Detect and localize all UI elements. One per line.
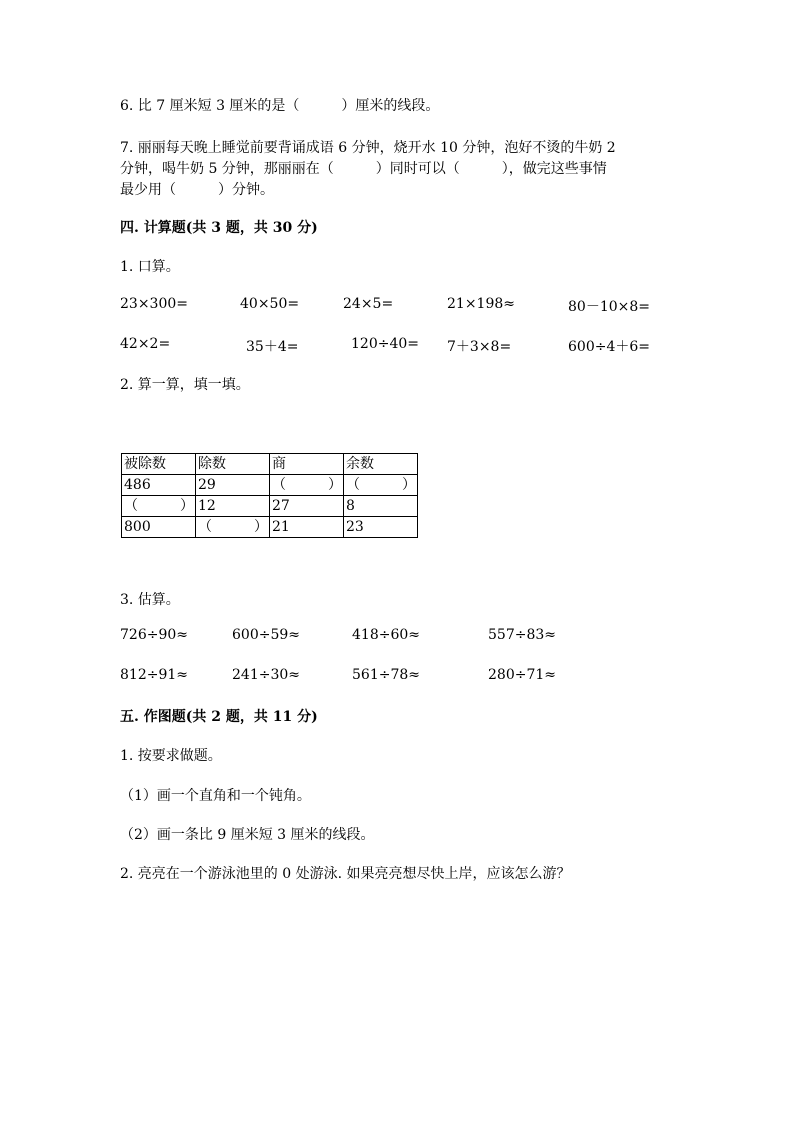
- table-header-cell: 被除数: [122, 454, 196, 475]
- section-4-title: 四. 计算题(共 3 题，共 30 分): [120, 220, 318, 236]
- estimate-row-1: [0, 627, 794, 647]
- table-cell: （ ）: [196, 517, 270, 538]
- question-7-line-2: 分钟，喝牛奶 5 分钟，那丽丽在（ ）同时可以（ ），做完这些事情: [120, 161, 607, 177]
- table-cell: （ ）: [122, 496, 196, 517]
- table-cell: （ ）: [270, 475, 344, 496]
- estimate-item: 241÷30≈: [232, 667, 300, 683]
- oral-calc-item: 42×2=: [120, 336, 171, 352]
- estimate-item: 600÷59≈: [232, 627, 300, 643]
- oral-calc-item: 40×50=: [240, 296, 300, 312]
- oral-calc-item: 35＋4=: [246, 339, 299, 355]
- table-cell: （ ）: [344, 475, 418, 496]
- table-cell: 800: [122, 517, 196, 538]
- draw-2-question: 2. 亮亮在一个游泳池里的 0 处游泳. 如果亮亮想尽快上岸，应该怎么游？: [120, 866, 571, 882]
- table-cell: 29: [196, 475, 270, 496]
- question-7-line-1: 7. 丽丽每天晚上睡觉前要背诵成语 6 分钟，烧开水 10 分钟，泡好不烫的牛奶 2: [120, 140, 616, 156]
- oral-calc-row-2: [0, 336, 794, 356]
- oral-calc-item: 80－10×8=: [568, 299, 650, 315]
- estimate-item: 812÷91≈: [120, 667, 188, 683]
- oral-calc-item: 120÷40=: [351, 336, 419, 352]
- division-table: [121, 453, 418, 538]
- table-cell: 21: [270, 517, 344, 538]
- table-row: [122, 517, 418, 538]
- table-header-row: [122, 454, 418, 475]
- table-header-cell: 余数: [344, 454, 418, 475]
- calc-3-label: 3. 估算。: [120, 592, 180, 608]
- oral-calc-item: 21×198≈: [447, 296, 515, 312]
- table-row: [122, 475, 418, 496]
- table-cell: 486: [122, 475, 196, 496]
- oral-calc-item: 24×5=: [343, 296, 394, 312]
- estimate-item: 726÷90≈: [120, 627, 188, 643]
- draw-1-label: 1. 按要求做题。: [120, 748, 222, 764]
- calc-2-label: 2. 算一算，填一填。: [120, 377, 250, 393]
- table-header-cell: 商: [270, 454, 344, 475]
- oral-calc-item: 600÷4＋6=: [568, 339, 650, 355]
- estimate-item: 557÷83≈: [488, 627, 556, 643]
- section-5-title: 五. 作图题(共 2 题，共 11 分): [120, 709, 318, 725]
- table-cell: 27: [270, 496, 344, 517]
- question-7-line-3: 最少用（ ）分钟。: [120, 182, 274, 198]
- oral-calc-item: 23×300=: [120, 296, 188, 312]
- estimate-item: 280÷71≈: [488, 667, 556, 683]
- question-6: 6. 比 7 厘米短 3 厘米的是（ ）厘米的线段。: [120, 98, 440, 114]
- oral-calc-item: 7＋3×8=: [447, 339, 512, 355]
- calc-1-label: 1. 口算。: [120, 259, 180, 275]
- oral-calc-row-1: [0, 296, 794, 316]
- table-cell: 12: [196, 496, 270, 517]
- estimate-item: 418÷60≈: [352, 627, 420, 643]
- estimate-row-2: [0, 667, 794, 687]
- table-row: [122, 496, 418, 517]
- draw-1-sub-2: （2）画一条比 9 厘米短 3 厘米的线段。: [120, 827, 375, 843]
- table-cell: 23: [344, 517, 418, 538]
- table-cell: 8: [344, 496, 418, 517]
- draw-1-sub-1: （1）画一个直角和一个钝角。: [120, 788, 311, 804]
- estimate-item: 561÷78≈: [352, 667, 420, 683]
- table-header-cell: 除数: [196, 454, 270, 475]
